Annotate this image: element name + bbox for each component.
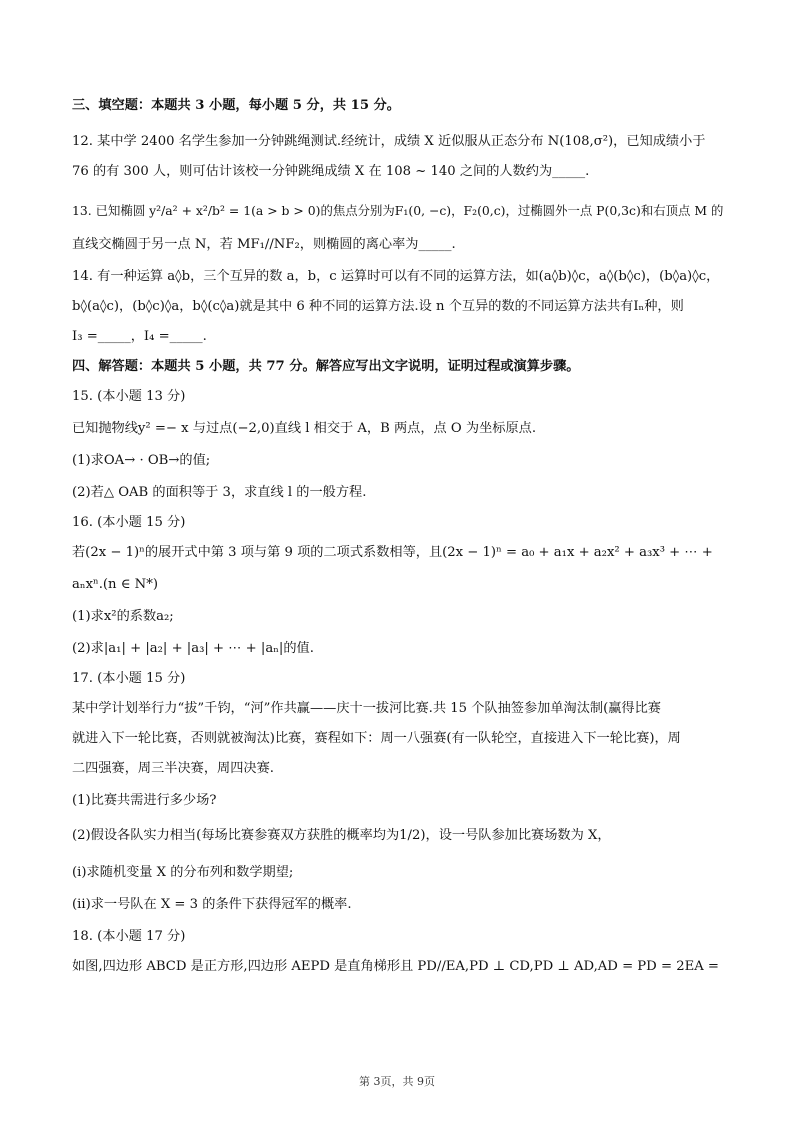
question-16-stem-1: 若(2x − 1)ⁿ的展开式中第 3 项与第 9 项的二项式系数相等，且(2x − 1)ⁿ = a₀ + a₁x + a₂x² + a₃x³ + ⋯ + [72, 545, 713, 560]
question-12-line-1: 12. 某中学 2400 名学生参加一分钟跳绳测试.经统计，成绩 X 近似服从正态分布 N(108,σ²)，已知成绩小于 [72, 134, 706, 149]
question-13-line-2: 直线交椭圆于另一点 N，若 MF₁//NF₂，则椭圆的离心率为_____. [72, 237, 456, 252]
question-14-line-2: b◊(a◊c)，(b◊c)◊a，b◊(c◊a)就是其中 6 种不同的运算方法.设 n 个互异的数的不同运算方法共有Iₙ种，则 [72, 299, 684, 314]
question-15-part-1: (1)求OA→ · OB→的值; [72, 453, 211, 468]
question-17-stem-1: 某中学计划举行力“拔”千钧，“河”作共赢——庆十一拔河比赛.共 15 个队抽签参加单淘汰制(赢得比赛 [72, 701, 661, 716]
question-18-stem-1: 如图,四边形 ABCD 是正方形,四边形 AEPD 是直角梯形且 PD//EA,PD ⊥ CD,PD ⊥ AD,AD = PD = 2EA = [72, 959, 719, 974]
question-16-title: 16. (本小题 15 分) [72, 515, 186, 530]
question-18-title: 18. (本小题 17 分) [72, 929, 186, 944]
question-17-stem-3: 二四强赛，周三半决赛，周四决赛. [72, 761, 275, 776]
question-13-line-1: 13. 已知椭圆 y²/a² + x²/b² = 1(a > b > 0)的焦点分别为F₁(0, −c)，F₂(0,c)，过椭圆外一点 P(0,3c)和右顶点 M 的 [72, 203, 724, 218]
question-17-stem-2: 就进入下一轮比赛，否则就被淘汰)比赛，赛程如下：周一八强赛(有一队轮空，直接进入下一轮比赛)，周 [72, 731, 681, 746]
question-14-line-3: I₃ =_____，I₄ =_____. [72, 329, 207, 344]
question-17-part-1: (1)比赛共需进行多少场? [72, 793, 217, 808]
question-15-title: 15. (本小题 13 分) [72, 389, 186, 404]
question-16-stem-2: aₙxⁿ.(n ∈ N*) [72, 577, 158, 592]
question-17-title: 17. (本小题 15 分) [72, 671, 186, 686]
question-15-stem: 已知抛物线y² =− x 与过点(−2,0)直线 l 相交于 A，B 两点，点 O 为坐标原点. [72, 421, 537, 436]
page-footer: 第 3页，共 9页 [359, 1075, 435, 1088]
question-14-line-1: 14. 有一种运算 a◊b，三个互异的数 a，b，c 运算时可以有不同的运算方法，如(a◊b)◊c，a◊(b◊c)，(b◊a)◊c， [72, 269, 720, 284]
section-heading-solutions: 四、解答题：本题共 5 小题，共 77 分。解答应写出文字说明，证明过程或演算步骤。 [72, 359, 580, 374]
question-17-sub-1: (ⅰ)求随机变量 X 的分布列和数学期望; [72, 865, 294, 880]
question-16-part-2: (2)求|a₁| + |a₂| + |a₃| + ⋯ + |aₙ|的值. [72, 641, 314, 656]
question-15-part-2: (2)若△ OAB 的面积等于 3，求直线 l 的一般方程. [72, 485, 367, 500]
question-12-line-2: 76 的有 300 人，则可估计该校一分钟跳绳成绩 X 在 108 ~ 140 之间的人数约为_____. [72, 164, 590, 179]
question-17-part-2: (2)假设各队实力相当(每场比赛参赛双方获胜的概率均为1/2)，设一号队参加比赛场数为 X， [72, 828, 611, 843]
section-heading-fill-in: 三、填空题：本题共 3 小题，每小题 5 分，共 15 分。 [72, 98, 400, 113]
question-16-part-1: (1)求x²的系数a₂; [72, 609, 174, 624]
question-17-sub-2: (ⅱ)求一号队在 X = 3 的条件下获得冠军的概率. [72, 897, 352, 912]
